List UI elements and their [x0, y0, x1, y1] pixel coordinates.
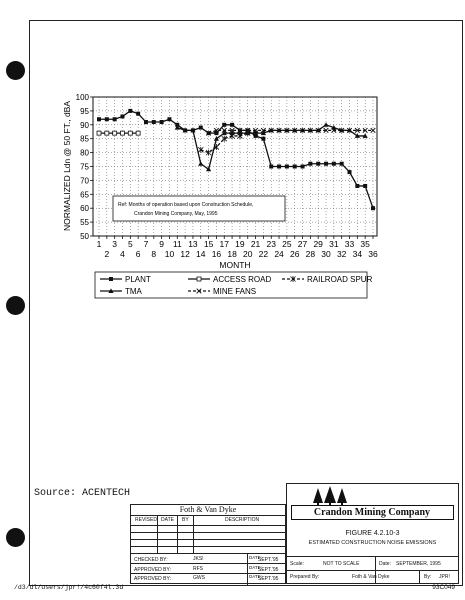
x-tick-label: 11	[172, 239, 182, 249]
company-name: Crandon Mining Company	[313, 507, 431, 518]
approved2-by: GWS	[193, 575, 205, 581]
approved1-by: RFS	[193, 566, 203, 572]
y-tick-label: 75	[80, 162, 89, 172]
date-value: SEPTEMBER, 1995	[396, 561, 441, 567]
sheet-id: 93C049	[432, 584, 455, 591]
by-value: JPR!	[439, 574, 450, 580]
rev-header-description: DESCRIPTION	[225, 517, 260, 523]
data-point	[128, 131, 132, 135]
approved2-date-label: DATE:	[249, 574, 262, 579]
data-point	[230, 123, 234, 127]
x-tick-label: 24	[274, 249, 284, 259]
checked-label: CHECKED BY:	[134, 557, 168, 563]
y-tick-label: 90	[80, 120, 89, 130]
figure-number: FIGURE 4.2.10-3	[345, 530, 400, 537]
x-axis	[97, 236, 378, 259]
date-label: Date:	[379, 561, 391, 567]
data-point	[128, 109, 132, 113]
x-tick-label: 23	[266, 239, 276, 249]
x-tick-label: 7	[143, 239, 149, 249]
data-point	[324, 162, 328, 166]
data-point	[316, 162, 320, 166]
data-point	[285, 165, 289, 169]
data-point	[222, 123, 226, 127]
legend-label: ACCESS ROAD	[213, 275, 272, 284]
y-tick-label: 95	[80, 106, 89, 116]
figure-title: ESTIMATED CONSTRUCTION NOISE EMISSIONS	[308, 540, 437, 546]
x-tick-label: 28	[305, 249, 316, 259]
x-tick-label: 4	[120, 249, 125, 259]
data-point	[277, 165, 281, 169]
series-plant	[97, 109, 375, 210]
data-point	[293, 165, 297, 169]
approved1-date-label: DATE:	[249, 565, 262, 570]
y-tick-label: 60	[80, 204, 89, 214]
y-tick-label: 55	[80, 218, 89, 228]
y-tick-label: 80	[80, 148, 89, 158]
x-tick-label: 16	[211, 249, 222, 259]
data-point	[105, 131, 109, 135]
x-tick-label: 32	[336, 249, 347, 259]
title-block-left	[130, 504, 286, 584]
data-point	[323, 122, 328, 127]
legend-label: TMA	[125, 287, 142, 296]
x-tick-label: 31	[329, 239, 339, 249]
firm-name: Foth & Van Dyke	[179, 505, 237, 514]
annotation-line-2: Crandon Mining Company, May, 1995	[134, 211, 218, 217]
rev-header-by: BY	[182, 517, 189, 523]
x-tick-label: 25	[282, 239, 292, 249]
approved1-label: APPROVED BY:	[134, 567, 171, 573]
y-tick-label: 70	[80, 176, 89, 186]
legend-item-tma	[100, 287, 143, 296]
data-point	[363, 184, 367, 188]
data-point	[371, 128, 376, 133]
company-name-box	[291, 505, 454, 520]
scale-label: Scale:	[290, 561, 304, 567]
x-tick-label: 5	[127, 239, 133, 249]
x-tick-label: 27	[297, 239, 308, 249]
y-tick-label: 50	[80, 232, 89, 241]
x-tick-label: 20	[243, 249, 253, 259]
x-tick-label: 8	[151, 249, 157, 259]
data-point	[113, 117, 117, 121]
checked-date-label: DATE:	[249, 555, 262, 560]
y-tick-label: 85	[80, 134, 89, 144]
x-tick-label: 36	[368, 249, 378, 259]
data-point	[97, 117, 101, 121]
legend	[95, 272, 373, 298]
data-point	[340, 162, 344, 166]
x-tick-label: 9	[159, 239, 164, 249]
x-tick-label: 22	[258, 249, 269, 259]
data-point	[199, 126, 203, 130]
x-tick-label: 6	[135, 249, 141, 259]
data-point	[308, 162, 312, 166]
x-tick-label: 35	[360, 239, 370, 249]
data-point	[261, 137, 265, 141]
checked-by: JKS!	[193, 556, 204, 562]
tree-logo	[310, 486, 360, 506]
prepared-label: Prepared By:	[290, 574, 320, 580]
annotation-box	[113, 196, 285, 221]
x-tick-label: 12	[180, 249, 190, 259]
x-tick-label: 1	[96, 239, 102, 249]
checked-date: SEPT.'95	[258, 557, 279, 563]
legend-label: PLANT	[125, 275, 151, 284]
data-point	[269, 165, 273, 169]
x-tick-label: 34	[352, 249, 363, 259]
y-tick-label: 100	[75, 93, 89, 102]
title-block-right	[286, 483, 459, 584]
scale-value: NOT TO SCALE	[323, 561, 360, 567]
data-point	[198, 161, 203, 166]
data-point	[371, 206, 375, 210]
x-tick-label: 10	[164, 249, 175, 259]
data-point	[109, 277, 113, 281]
x-tick-label: 21	[250, 239, 261, 249]
legend-item-plant	[100, 275, 151, 284]
x-tick-label: 26	[289, 249, 300, 259]
legend-item-railroad-spur	[282, 275, 373, 284]
x-tick-label: 30	[321, 249, 331, 259]
data-point	[301, 165, 305, 169]
data-point	[152, 120, 156, 124]
x-tick-label: 33	[344, 239, 355, 249]
x-tick-label: 13	[188, 239, 198, 249]
data-point	[113, 131, 117, 135]
x-tick-label: 15	[203, 239, 214, 249]
rev-header-revised: REVISED	[135, 517, 157, 523]
data-point	[120, 131, 124, 135]
y-axis-label: NORMALIZED Ldn @ 50 FT., dBA	[62, 100, 72, 232]
data-point	[197, 277, 201, 281]
legend-label: RAILROAD SPUR	[307, 275, 373, 284]
annotation-line-1: Ref: Months of operation based upon Construction Schedule,	[118, 202, 254, 208]
legend-label: MINE FANS	[213, 287, 257, 296]
x-tick-label: 2	[104, 249, 110, 259]
by-label: By:	[424, 574, 432, 580]
y-tick-label: 65	[80, 190, 89, 200]
x-tick-label: 17	[219, 239, 229, 249]
legend-item-access-road	[188, 275, 271, 284]
x-tick-label: 18	[227, 249, 237, 259]
data-point	[160, 120, 164, 124]
x-tick-label: 19	[235, 239, 245, 249]
data-point	[332, 162, 336, 166]
data-point	[105, 117, 109, 121]
x-tick-label: 14	[196, 249, 206, 259]
data-point	[136, 131, 140, 135]
x-tick-label: 29	[313, 239, 323, 249]
approved2-label: APPROVED BY:	[134, 576, 171, 582]
approved1-date: SEPT.'95	[258, 567, 279, 573]
data-point	[97, 131, 101, 135]
data-point	[167, 117, 171, 121]
series-line-plant	[99, 111, 373, 208]
x-axis-label: MONTH	[219, 260, 251, 270]
data-point	[355, 184, 359, 188]
legend-item-mine-fans	[188, 287, 256, 296]
series-lines	[97, 109, 375, 210]
source-text: Source: ACENTECH	[34, 488, 131, 499]
y-axis	[76, 93, 93, 241]
rev-header-date: DATE	[161, 517, 174, 523]
file-path: /d3/dl/users/jpr!/4c60f4l.3d	[14, 584, 124, 591]
series-access-road	[97, 131, 140, 135]
approved2-date: SEPT.'95	[258, 576, 279, 582]
data-point	[136, 112, 140, 116]
x-tick-label: 3	[112, 239, 118, 249]
data-point	[348, 170, 352, 174]
prepared-value: Foth & Van Dyke	[352, 574, 390, 580]
data-point	[144, 120, 148, 124]
data-point	[120, 114, 124, 118]
